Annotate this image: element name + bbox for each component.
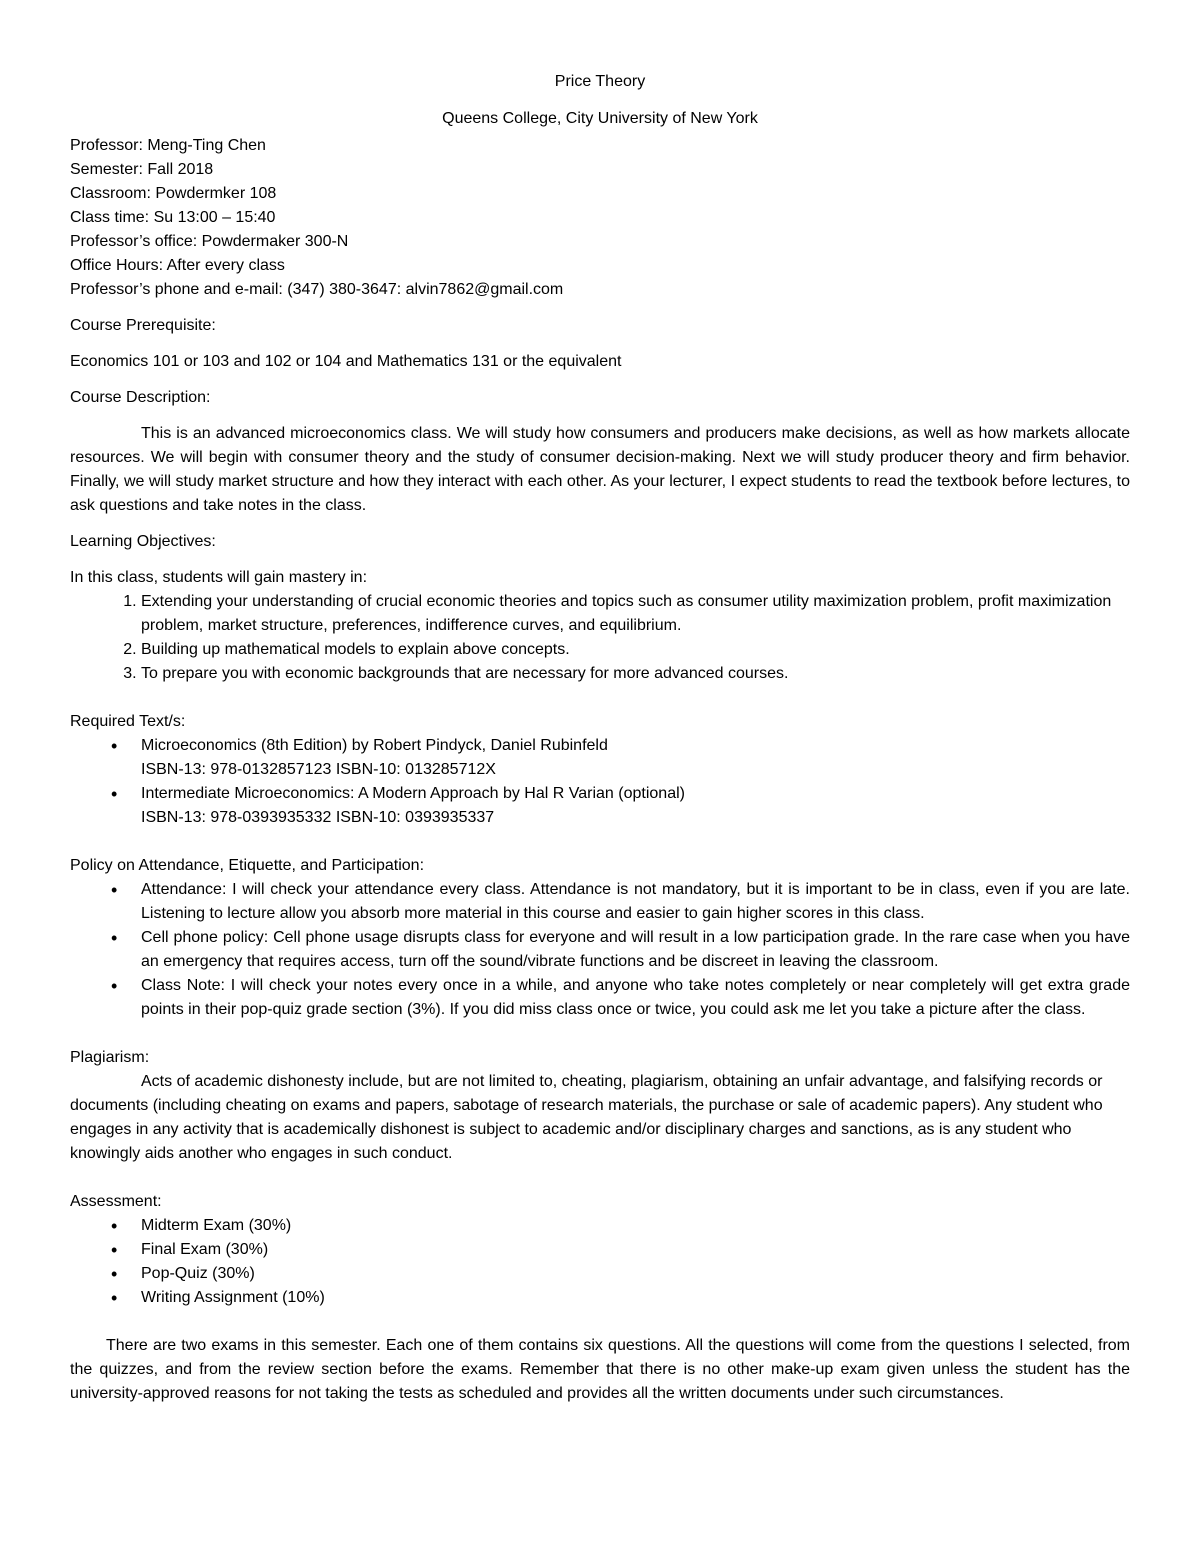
policy-attendance: Attendance: I will check your attendance every class. Attendance is not mandatory, but it is important to be in class, even if you are late. Listening to lecture allow you absorb more material in this course and easier to gain higher scores in this class. xyxy=(141,881,1130,922)
spacer xyxy=(70,1022,1130,1046)
objectives-heading: Learning Objectives: xyxy=(70,533,216,550)
textbook-title: Intermediate Microeconomics: A Modern Approach by Hal R Varian (optional) xyxy=(141,785,685,802)
spacer xyxy=(70,830,1130,854)
list-item: 3. To prepare you with economic backgrounds that are necessary for more advanced courses. xyxy=(141,662,1130,686)
list-item xyxy=(111,878,1130,926)
plagiarism-text: Acts of academic dishonesty include, but are not limited to, cheating, plagiarism, obtaining an unfair advantage, and falsifying records or documents (including cheating on exams and papers, sabotage of research materials, the purchase or sale of academic papers). Any student who engages in any activity that is academically dishonest is subject to academic and/or disciplinary charges and sanctions, as is any student who knowingly aids another who engages in such conduct. xyxy=(70,1073,1103,1162)
page-title: Price Theory xyxy=(554,73,646,90)
list-item xyxy=(111,1238,1130,1262)
prerequisite-heading: Course Prerequisite: xyxy=(70,317,216,334)
assessment-list xyxy=(70,1214,1130,1310)
title-block xyxy=(70,70,1130,131)
assessment-item: Pop-Quiz (30%) xyxy=(141,1265,255,1282)
policy-list xyxy=(70,878,1130,1022)
list-item xyxy=(111,734,1130,782)
bullet-icon: • xyxy=(111,880,118,900)
list-item: 1. Extending your understanding of crucial economic theories and topics such as consumer utility maximization problem, profit maximization problem, market structure, preferences, indifference curves, and equilibrium. xyxy=(141,590,1130,638)
list-item xyxy=(111,974,1130,1022)
description-heading: Course Description: xyxy=(70,389,211,406)
policy-class-note: Class Note: I will check your notes every once in a while, and anyone who take notes completely or near completely will get extra grade points in their pop-quiz grade section (3%). If you did miss class once or twice, you could ask me let you take a picture after the class. xyxy=(141,977,1130,1018)
list-item xyxy=(111,1262,1130,1286)
texts-list xyxy=(70,734,1130,830)
info-office: Professor’s office: Powdermaker 300-N xyxy=(70,233,349,250)
textbook-isbn: ISBN-13: 978-0393935332 ISBN-10: 0393935337 xyxy=(141,809,495,826)
policy-cell-phone: Cell phone policy: Cell phone usage disrupts class for everyone and will result in a low participation grade. In the rare case when you have an emergency that requires access, turn off the sound/vibrate functions and be discreet in leaving the classroom. xyxy=(141,929,1130,970)
texts-heading: Required Text/s: xyxy=(70,713,186,730)
bullet-icon: • xyxy=(111,1216,118,1236)
list-item: 2. Building up mathematical models to explain above concepts. xyxy=(141,638,1130,662)
info-semester: Semester: Fall 2018 xyxy=(70,161,214,178)
assessment-heading: Assessment: xyxy=(70,1193,162,1210)
info-office-hours: Office Hours: After every class xyxy=(70,257,285,274)
bullet-icon: • xyxy=(111,928,118,948)
plagiarism-heading: Plagiarism: xyxy=(70,1049,150,1066)
bullet-icon: • xyxy=(111,736,118,756)
info-contact: Professor’s phone and e-mail: (347) 380-3647: alvin7862@gmail.com xyxy=(70,281,564,298)
assessment-text: There are two exams in this semester. Each one of them contains six questions. All the questions will come from the questions I selected, from the quizzes, and from the review section before the exams. Remember that there is no other make-up exam given unless the student has the university-approved reasons for not taking the tests as scheduled and provides all the written documents under such circumstances. xyxy=(70,1337,1130,1402)
textbook-title: Microeconomics (8th Edition) by Robert Pindyck, Daniel Rubinfeld xyxy=(141,737,608,754)
bullet-icon: • xyxy=(111,784,118,804)
list-item xyxy=(111,1214,1130,1238)
info-class-time: Class time: Su 13:00 – 15:40 xyxy=(70,209,276,226)
list-item xyxy=(111,926,1130,974)
spacer xyxy=(70,686,1130,710)
list-item xyxy=(111,1286,1130,1310)
objectives-list xyxy=(70,590,1130,686)
info-professor: Professor: Meng-Ting Chen xyxy=(70,137,266,154)
prerequisite-text: Economics 101 or 103 and 102 or 104 and Mathematics 131 or the equivalent xyxy=(70,353,622,370)
bullet-icon: • xyxy=(111,1264,118,1284)
description-text: This is an advanced microeconomics class. We will study how consumers and producers make decisions, as well as how markets allocate resources. We will begin with consumer theory and the study of consumer decision-making. Next we will study producer theory and firm behavior. Finally, we will study market structure and how they interact with each other. As your lecturer, I expect students to read the textbook before lectures, to ask questions and take notes in the class. xyxy=(70,425,1130,514)
list-item xyxy=(111,782,1130,830)
spacer xyxy=(70,1310,1130,1334)
bullet-icon: • xyxy=(111,1288,118,1308)
institution-subtitle: Queens College, City University of New York xyxy=(442,110,758,127)
spacer xyxy=(70,1166,1130,1190)
info-classroom: Classroom: Powdermker 108 xyxy=(70,185,277,202)
assessment-item: Writing Assignment (10%) xyxy=(141,1289,325,1306)
bullet-icon: • xyxy=(111,976,118,996)
objectives-intro: In this class, students will gain mastery in: xyxy=(70,569,368,586)
assessment-item: Final Exam (30%) xyxy=(141,1241,269,1258)
course-info xyxy=(70,134,1130,302)
assessment-item: Midterm Exam (30%) xyxy=(141,1217,292,1234)
policy-heading: Policy on Attendance, Etiquette, and Participation: xyxy=(70,857,425,874)
bullet-icon: • xyxy=(111,1240,118,1260)
textbook-isbn: ISBN-13: 978-0132857123 ISBN-10: 013285712X xyxy=(141,761,496,778)
